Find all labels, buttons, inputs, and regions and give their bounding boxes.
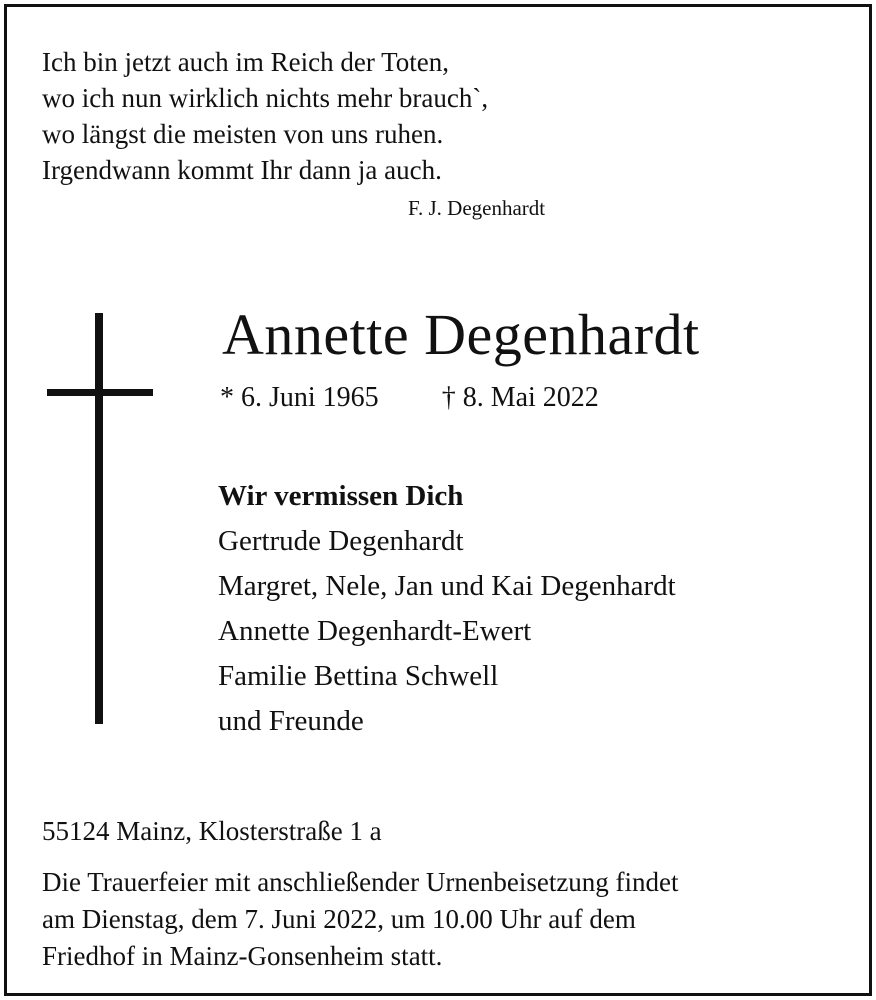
- ceremony-line: Die Trauerfeier mit anschließender Urnenbeisetzung findet: [42, 867, 679, 897]
- cross-horizontal-bar: [47, 389, 153, 396]
- poem: [42, 44, 488, 188]
- mourners-heading: Wir vermissen Dich: [218, 480, 464, 512]
- deceased-name: Annette Degenhardt: [222, 302, 700, 367]
- address: 55124 Mainz, Klosterstraße 1 a: [42, 816, 382, 846]
- cross-vertical-bar: [95, 313, 103, 724]
- death-date: † 8. Mai 2022: [441, 382, 599, 413]
- poem-line: wo längst die meisten von uns ruhen.: [42, 119, 444, 149]
- mourners-block: [218, 474, 676, 744]
- poem-author: F. J. Degenhardt: [408, 196, 546, 220]
- ceremony-line: Friedhof in Mainz-Gonsenheim statt.: [42, 941, 443, 971]
- poem-line: Irgendwann kommt Ihr dann ja auch.: [42, 155, 442, 185]
- mourner-name: Annette Degenhardt-Ewert: [218, 615, 532, 647]
- mourner-name: Gertrude Degenhardt: [218, 525, 464, 557]
- ceremony-notice: [42, 864, 679, 975]
- ceremony-line: am Dienstag, dem 7. Juni 2022, um 10.00 Uhr auf dem: [42, 904, 636, 934]
- mourner-name: Familie Bettina Schwell: [218, 660, 499, 692]
- mourner-name: und Freunde: [218, 705, 364, 737]
- mourner-name: Margret, Nele, Jan und Kai Degenhardt: [218, 570, 676, 602]
- life-dates: [220, 380, 599, 416]
- poem-line: Ich bin jetzt auch im Reich der Toten,: [42, 47, 449, 77]
- poem-line: wo ich nun wirklich nichts mehr brauch`,: [42, 83, 489, 113]
- birth-date: * 6. Juni 1965: [220, 382, 379, 413]
